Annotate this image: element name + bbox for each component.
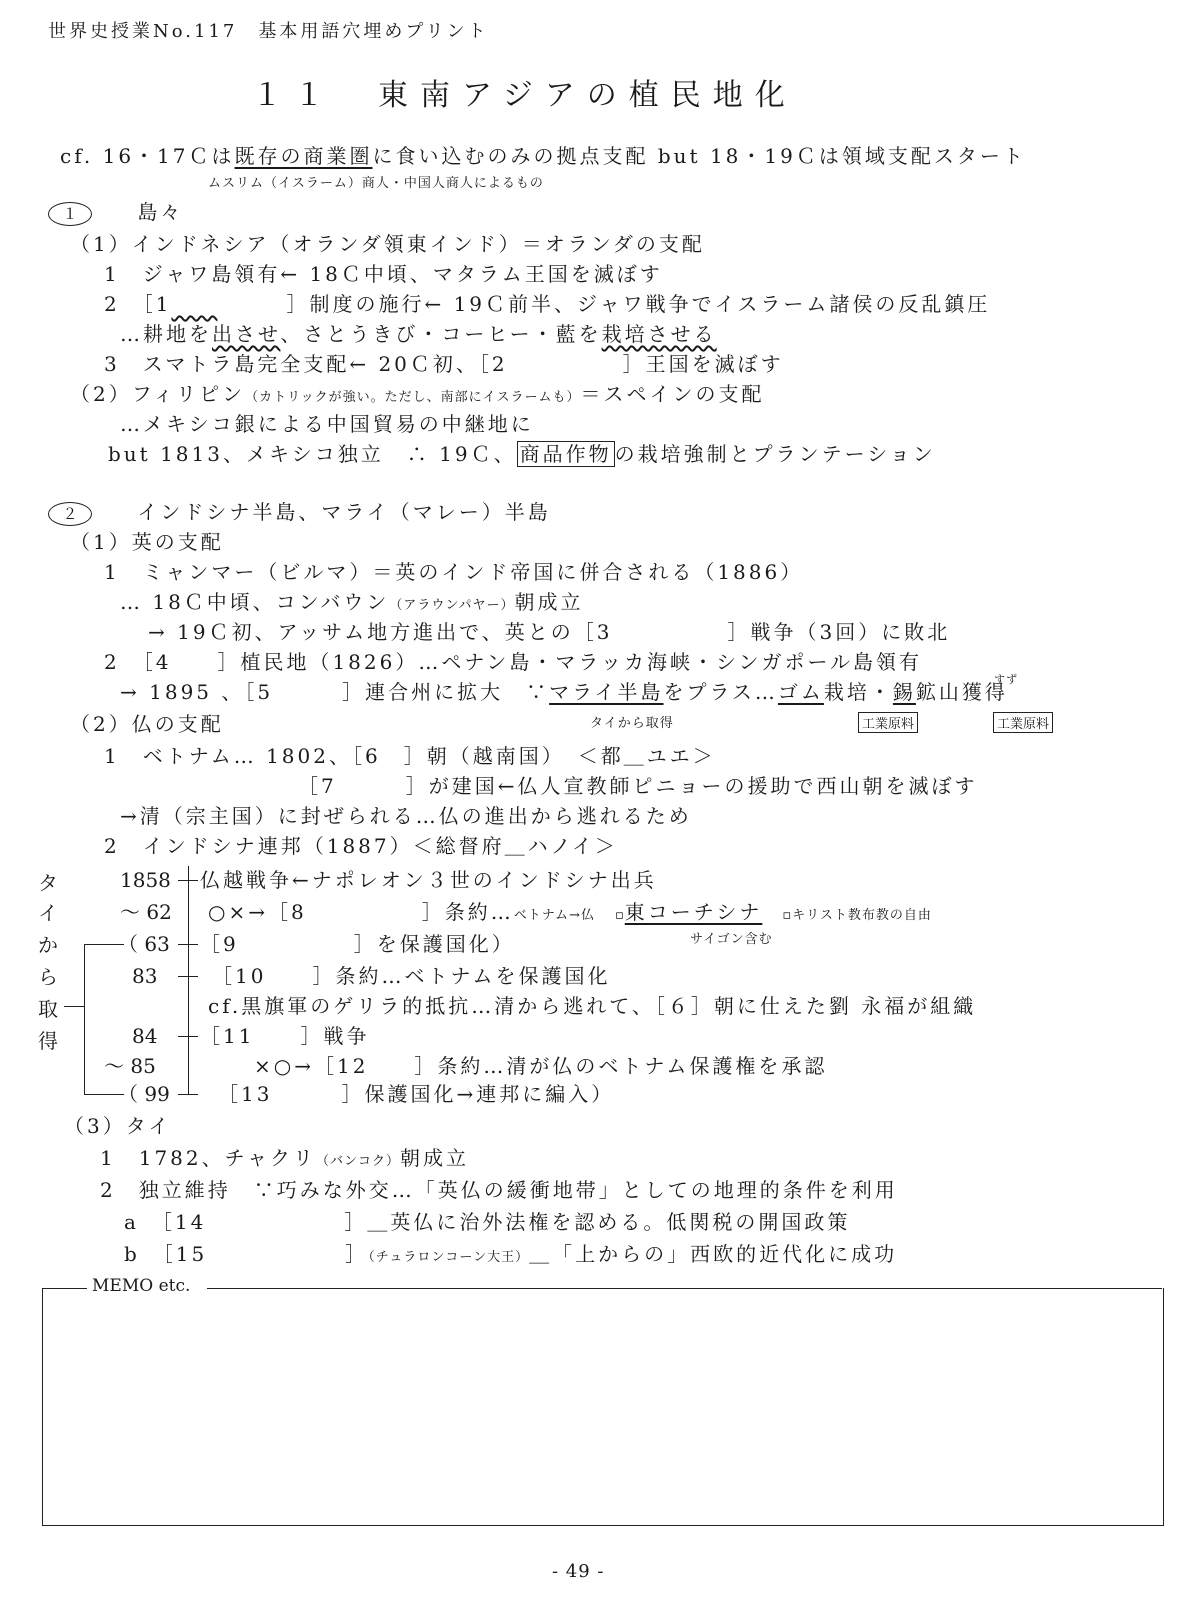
s2-p2-2: 2 インドシナ連邦（1887）＜総督府＿ハノイ＞ [104,834,618,858]
s2-p2: （2）仏の支配 [70,712,224,736]
s2-p3: （3）タイ [64,1114,172,1138]
side-char-1: タ [38,871,58,895]
memo-box[interactable] [42,1288,1164,1526]
s2-p3-2: 2 独立維持 ∵巧みな外交…「英仏の緩衝地帯」としての地理的条件を利用 [100,1178,898,1202]
tl-1858-text: 仏越戦争←ナポレオン３世のインドシナ出兵 [200,868,657,892]
s1-p2-1: …メキシコ銀による中国貿易の中継地に [120,412,534,436]
s1-p2: （2）フィリピン（カトリックが強い。ただし、南部にイスラームも）＝スペインの支配 [70,382,765,406]
tick-83 [178,976,198,977]
tick-99 [178,1094,198,1095]
s2-p2-1c: →清（宗主国）に封ぜられる…仏の進出から逃れるため [120,804,692,828]
s2-p1-1a: … 18Ｃ中頃、コンバウン（アラウンパヤー）朝成立 [120,590,584,614]
note-industrial-2: 工業原料 [993,712,1053,733]
page-number: - 49 - [552,1561,605,1582]
s1-p1-1: 1 ジャワ島領有← 18Ｃ中頃、マタラム王国を滅ぼす [104,262,663,286]
note-industrial-1: 工業原料 [858,712,918,733]
tl-85-year: ～ 85 [104,1054,156,1078]
bracket-vertical [84,944,85,1094]
tl-83-year: 83 [132,964,158,988]
s2-p1-1: 1 ミャンマー（ビルマ）＝英のインド帝国に併合される（1886） [104,560,804,584]
tl-99-text: ［13 ］保護国化→連邦に編入） [218,1082,615,1106]
side-char-2: イ [38,901,58,925]
tl-1858-year: 1858 [120,868,171,892]
s1-p2-2: but 1813、メキシコ独立 ∴ 19Ｃ、 商品作物 の栽培強制とプランテーション [108,442,936,466]
s2-p1-2: 2 ［4 ］植民地（1826）…ペナン島・マラッカ海峡・シンガポール島領有 [104,650,923,674]
tl-85-text: ×○→［12 ］条約…清が仏のベトナム保護権を承認 [254,1054,828,1078]
bracket-bottom [84,1094,124,1095]
s2-p3-b: b ［15 ］（チュラロンコーン大王）＿「上からの」西欧的近代化に成功 [124,1242,898,1266]
bracket-pointer [64,1006,84,1007]
s2-p2-1b: ［7 ］が建国←仏人宣教師ピニョーの援助で西山朝を滅ぼす [298,774,978,798]
s1-p1: （1）インドネシア（オランダ領東インド）＝オランダの支配 [70,232,705,256]
s2-p1: （1）英の支配 [70,530,224,554]
side-char-5: 取 [38,997,58,1021]
tick-1858 [178,880,198,881]
tl-63-text: ［9 ］を保護国化） [200,932,515,956]
circled-number: ２ [48,502,92,526]
s2-p3-1: 1 1782、チャクリ（バンコク）朝成立 [100,1146,470,1170]
tl-62-text: ○×→［8 ］条約…ベトナム→仏 ▫東コーチシナ ▫キリスト教布教の自由 [208,900,932,924]
timeline-axis [188,866,189,1094]
s2-p3-a: a ［14 ］＿英仏に治外法権を認める。低関税の開国政策 [124,1210,851,1234]
page-title: １１ 東南アジアの植民地化 [252,78,797,113]
tl-83-text: ［10 ］条約…ベトナムを保護国化 [212,964,611,988]
s2-p2-1: 1 ベトナム… 1802、［6 ］朝（越南国） ＜都＿ユエ＞ [104,744,716,768]
s2-p1-2b: → 1895 、［5 ］連合州に拡大 ∵マライ半島をプラス…ゴム栽培・錫鉱山獲得 [120,680,1008,704]
s1-p1-2c: …耕地を出させ、さとうきび・コーヒー・藍を栽培させる [120,322,717,346]
tl-63-year: （ 63 [118,932,170,956]
tl-84-text: ［11 ］戦争 [200,1024,370,1048]
saigon-note: サイゴン含む [690,932,773,947]
intro-line: cf. 16・17Ｃは既存の商業圏に食い込むのみの拠点支配 but 18・19Ｃは領域支配スタート [60,144,1026,168]
tick-63 [178,944,198,945]
s2-p1-1b: → 19Ｃ初、アッサム地方進出で、英との［3 ］戦争（3回）に敗北 [148,620,951,644]
memo-label: MEMO etc. [92,1276,191,1296]
tl-84-year: 84 [132,1024,158,1048]
side-char-3: か [38,933,58,957]
circled-number: １ [48,202,92,226]
note-thai: タイから取得 [590,716,674,731]
section1-heading: １ 島々 [48,198,183,226]
tl-62-year: ～ 62 [120,900,172,924]
ruby-tin: すず [994,673,1019,686]
tl-99-year: （ 99 [118,1082,170,1106]
intro-note: ムスリム（イスラーム）商人・中国人商人によるもの [208,176,544,191]
tick-84 [178,1036,198,1037]
s1-p1-2: 2 ［1 ］制度の施行← 19Ｃ前半、ジャワ戦争でイスラーム諸侯の反乱鎮圧 [104,292,991,316]
bracket-top [84,944,124,945]
s1-p1-3: 3 スマトラ島完全支配← 20Ｃ初、［2 ］王国を滅ぼす [104,352,784,376]
tl-cf: cf.黒旗軍のゲリラ的抵抗…清から逃れて、［６］朝に仕えた劉 永福が組織 [208,994,977,1018]
side-char-4: ら [38,965,58,989]
header: 世界史授業No.117 基本用語穴埋めプリント [48,21,489,42]
section2-heading: ２ インドシナ半島、マライ（マレー）半島 [48,498,551,526]
side-char-6: 得 [38,1029,58,1053]
